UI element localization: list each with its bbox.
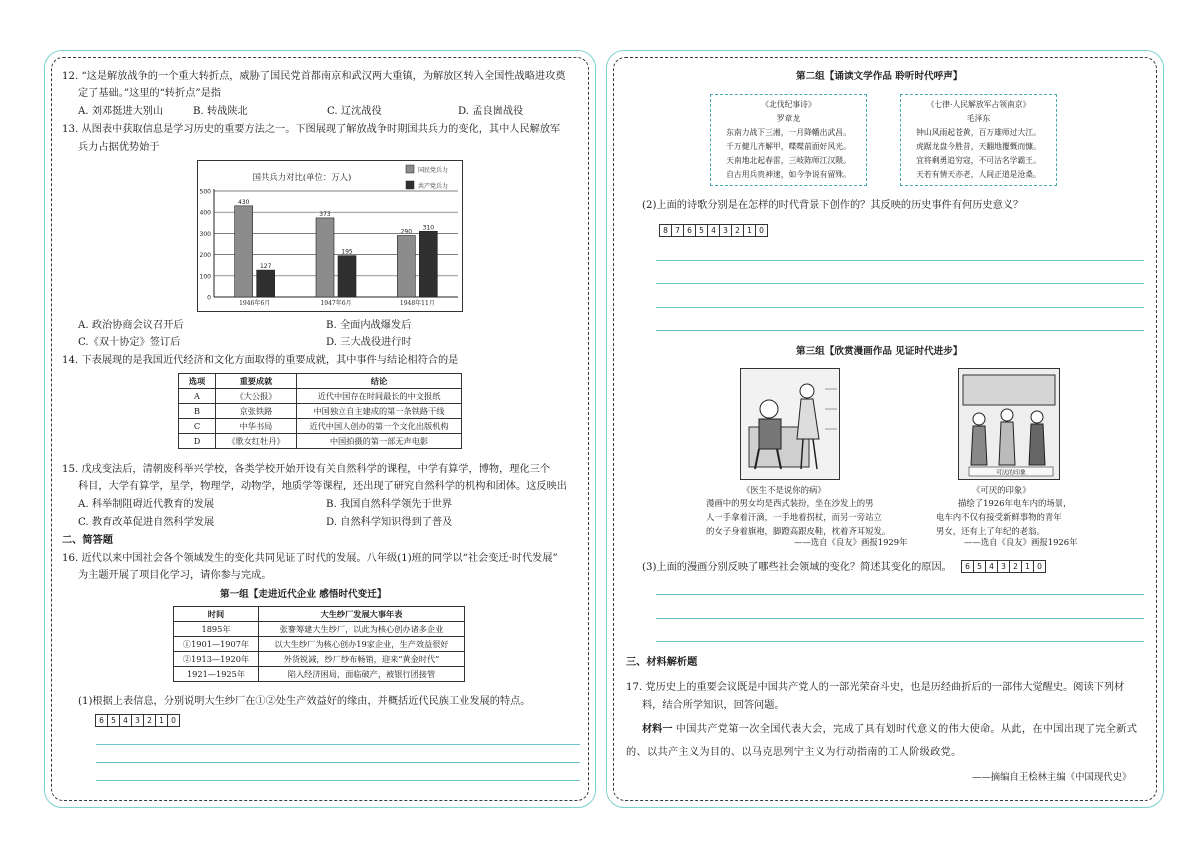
score-cell[interactable]: 1	[743, 224, 756, 237]
cartoon-tram-image	[958, 368, 1060, 480]
cartoon-doctor-drawing	[741, 369, 839, 479]
timeline-header-time: 时间	[174, 607, 259, 622]
table-cell: 外货锐减，纱厂纱布畅销，迎来“黄金时代”	[259, 652, 465, 667]
timeline-header-events: 大生纱厂发展大事年表	[259, 607, 465, 622]
legend-swatch	[406, 165, 414, 173]
cartoon2-caption: 《可厌的印象》	[972, 485, 1031, 495]
bar-value-label: 195	[341, 248, 353, 256]
q13-stem-line1: 13. 从图表中获取信息是学习历史的重要方法之一。下图展现了解放战争时期国共兵力的变化，其中人民解放军	[62, 124, 561, 135]
description-line: 人一手拿着汗滴，一手地着拐杖，而另一旁站立	[706, 512, 882, 522]
answer-line[interactable]	[656, 641, 1144, 642]
bar-kmt	[235, 206, 253, 297]
answer-line[interactable]	[96, 744, 580, 745]
q17-material1-line2: 的、以共产主义为目的、以马克思列宁主义为行动指南的工人阶级政党。	[626, 747, 962, 758]
q17-stem-line1: 17. 党历史上的重要会议既是中国共产党人的一部光荣奋斗史，也是历经曲折后的一部伟大觉醒史。阅读下列材	[626, 682, 1125, 693]
table-row	[179, 434, 462, 449]
q13-stem-line2: 兵力占据优势始于	[78, 142, 160, 153]
group2-title: 第二组【诵读文学作品 聆听时代呼声】	[796, 71, 963, 82]
score-cell[interactable]: 5	[973, 560, 986, 573]
force-comparison-chart	[197, 160, 463, 312]
q12-stem-line2: 定了基础。”这里的“转折点”是指	[78, 88, 221, 99]
table-cell: 中国独立自主建成的第一条铁路干线	[297, 404, 462, 419]
table-cell: 张謇筹建大生纱厂，以此为核心创办诸多企业	[259, 622, 465, 637]
score-cell[interactable]: 3	[997, 560, 1010, 573]
score-cell[interactable]: 3	[719, 224, 732, 237]
table-cell: 中国拍摄的第一部无声电影	[297, 434, 462, 449]
poem-line: 天若有情天亦老，人间正道是沧桑。	[916, 170, 1041, 179]
bar-cpc	[419, 231, 437, 297]
table-cell: 近代中国人创办的第一个文化出版机构	[297, 419, 462, 434]
answer-line[interactable]	[656, 307, 1144, 308]
bar-value-label: 290	[400, 228, 413, 236]
material-label: 材料一	[642, 724, 673, 735]
table-cell: C	[179, 419, 216, 434]
cartoon1-caption: 《医生不是说你的病》	[742, 485, 826, 495]
q15-option-c[interactable]: C. 教育改革促进自然科学发展	[78, 517, 215, 528]
legend-label: 国民党兵力	[418, 167, 449, 174]
table-cell: 1921—1925年	[174, 667, 259, 682]
table-row	[174, 652, 465, 667]
poem-line: 天南地北起春雷，三岐陈师江汉隈。	[726, 156, 851, 165]
table-cell: 中华书局	[216, 419, 297, 434]
legend-label: 共产党兵力	[418, 183, 449, 190]
cartoon-doctor-image	[740, 368, 840, 480]
score-cell[interactable]: 6	[95, 714, 108, 727]
q12-stem-line1: 12. “这是解放战争的一个重大转折点，威胁了国民党首都南京和武汉两大重镇，为解放区转入全国性战略进攻奠	[62, 71, 566, 82]
score-cell[interactable]: 1	[1021, 560, 1034, 573]
bar-kmt	[316, 218, 334, 297]
score-cell[interactable]: 2	[143, 714, 156, 727]
description-line: 电车内不仅有接受新鲜事物的青年	[936, 512, 1062, 522]
description-line: 男女，还有上了年纪的老翁。	[936, 526, 1045, 536]
poem-line: 自古用兵贵神速，如今争说有留殊。	[726, 170, 851, 179]
description-line: 描绘了1926年电车内的场景，	[958, 498, 1072, 508]
score-cell[interactable]: 2	[1009, 560, 1022, 573]
cartoon2-source: ——选自《良友》画报1926年	[964, 537, 1078, 547]
poem-nanjing	[900, 94, 1057, 186]
bar-value-label: 373	[319, 210, 331, 218]
table-row	[179, 389, 462, 404]
x-tick-label: 1948年11月	[399, 300, 435, 307]
score-cell[interactable]: 4	[985, 560, 998, 573]
bar-value-label: 310	[422, 224, 435, 232]
bar-cpc	[338, 256, 356, 297]
bar-value-label: 127	[259, 263, 272, 271]
score-cell[interactable]: 4	[707, 224, 720, 237]
q14-stem: 14. 下表展现的是我国近代经济和文化方面取得的重要成就，其中事件与结论相符合的是	[62, 355, 459, 366]
q16-stem-line1: 16. 近代以来中国社会各个领域发生的变化共同见证了时代的发展。八年级(1)班的同学以“社会变迁·时代发展”	[62, 553, 558, 564]
score-cell[interactable]: 7	[671, 224, 684, 237]
q14-table	[178, 373, 462, 449]
y-tick-label: 300	[199, 230, 211, 238]
table-row	[174, 667, 465, 682]
score-cell[interactable]: 3	[131, 714, 144, 727]
q14-header-conclusion: 结论	[297, 374, 462, 389]
group3-title: 第三组【欣赏漫画作品 见证时代进步】	[796, 346, 963, 357]
q17-material1-line1	[642, 722, 1137, 737]
poem-title: 《北伐纪事诗》	[761, 100, 816, 109]
score-cell[interactable]: 5	[107, 714, 120, 727]
q15-option-a[interactable]: A. 科举制阻碍近代教育的发展	[78, 499, 215, 510]
score-cell[interactable]: 4	[119, 714, 132, 727]
group3-sub3-score-box[interactable]	[962, 560, 1046, 573]
bar-cpc	[257, 270, 275, 297]
q15-stem-line1: 15. 戊戌变法后，清朝废科举兴学校，各类学校开始开设有关自然科学的课程，中学有算学，博物，理化三个	[62, 464, 551, 475]
score-cell[interactable]: 0	[755, 224, 768, 237]
q15-stem-line2: 科目，大学有算学，星学，物理学，动物学，地质学等课程，还出现了研究自然科学的机构和团体。这反映出	[78, 481, 567, 492]
description-line: 漫画中的男女均是西式装扮，坐在沙发上的男	[706, 498, 874, 508]
q17-stem-line2: 料，结合所学知识，回答问题。	[642, 700, 785, 711]
answer-line[interactable]	[656, 260, 1144, 261]
table-cell: 《歌女红牡丹》	[216, 434, 297, 449]
table-cell: ②1913—1920年	[174, 652, 259, 667]
q15-option-b[interactable]: B. 我国自然科学领先于世界	[326, 499, 453, 510]
table-row	[179, 404, 462, 419]
material-text: 中国共产党第一次全国代表大会，完成了具有划时代意义的伟大使命。从此，在中国出现了完全新式	[675, 724, 1138, 735]
q15-option-d[interactable]: D. 自然科学知识得到了普及	[326, 517, 453, 528]
section-material-title: 三、材料解析题	[626, 657, 698, 668]
table-cell: 1895年	[174, 622, 259, 637]
q13-option-a[interactable]: A. 政治协商会议召开后	[78, 320, 184, 331]
q13-option-d[interactable]: D. 三大战役进行时	[326, 337, 412, 348]
score-cell[interactable]: 8	[659, 224, 672, 237]
bar-kmt	[397, 236, 415, 297]
q12-option-b[interactable]: B. 转战陕北	[193, 106, 248, 117]
score-cell[interactable]: 0	[167, 714, 180, 727]
answer-line[interactable]	[656, 594, 1144, 595]
cartoon1-description	[706, 496, 890, 538]
chart-title: 国共兵力对比(单位：万人)	[252, 172, 352, 182]
group1-title: 第一组【走进近代企业 感悟时代变迁】	[220, 589, 387, 600]
score-cell[interactable]: 1	[155, 714, 168, 727]
q13-option-c[interactable]: C.《双十协定》签订后	[78, 337, 181, 348]
q17-source: ——摘编自王桧林主编《中国现代史》	[972, 772, 1132, 783]
table-cell: 以大生纱厂为核心创办19家企业，生产效益很好	[259, 637, 465, 652]
legend-swatch	[406, 181, 414, 189]
table-row	[174, 637, 465, 652]
dasheng-timeline-table	[173, 606, 465, 682]
poem-line: 千万健儿齐解甲，喋喋前面好风光。	[726, 142, 851, 151]
bar-value-label: 430	[237, 198, 250, 206]
poem-title: 《七律·人民解放军占领南京》	[926, 100, 1031, 109]
table-cell: A	[179, 389, 216, 404]
cartoon-tram-drawing	[959, 369, 1059, 479]
answer-line[interactable]	[96, 780, 580, 781]
poem-line: 宜将剩勇追穷寇，不可沽名学霸王。	[916, 156, 1041, 165]
q16-sub1: (1)根据上表信息，分别说明大生纱厂在①②处生产效益好的缘由，并概括近代民族工业发展的特点。	[78, 696, 531, 707]
y-tick-label: 0	[207, 294, 211, 302]
q14-header-option: 选项	[179, 374, 216, 389]
table-row	[174, 622, 465, 637]
poem-beifa	[710, 94, 867, 186]
answer-line[interactable]	[656, 330, 1144, 331]
group2-sub2: (2)上面的诗歌分别是在怎样的时代背景下创作的？其反映的历史事件有何历史意义？	[642, 200, 1024, 211]
score-cell[interactable]: 0	[1033, 560, 1046, 573]
score-cell[interactable]: 6	[961, 560, 974, 573]
answer-line[interactable]	[96, 762, 580, 763]
section-short-answer-title: 二、简答题	[62, 535, 113, 546]
q12-option-d[interactable]: D. 孟良崮战役	[458, 106, 524, 117]
score-cell[interactable]: 6	[683, 224, 696, 237]
q14-header-achievement: 重要成就	[216, 374, 297, 389]
y-tick-label: 200	[199, 252, 211, 260]
poem-line: 虎踞龙盘今胜昔，天翻地覆慨而慷。	[916, 142, 1041, 151]
answer-line[interactable]	[656, 618, 1144, 619]
cartoon2-stamp-text: 可厌的印象	[995, 469, 1027, 477]
poem-line: 东南力战下三湘，一月降幡出武昌。	[726, 128, 851, 137]
q13-option-b[interactable]: B. 全面内战爆发后	[326, 320, 412, 331]
y-tick-label: 400	[199, 209, 211, 217]
poem-author: 毛泽东	[966, 114, 991, 123]
y-tick-label: 500	[199, 188, 211, 196]
group2-sub2-score-box[interactable]	[660, 224, 768, 237]
table-row	[179, 419, 462, 434]
q16-sub1-score-box[interactable]	[96, 714, 180, 727]
table-cell: ①1901—1907年	[174, 637, 259, 652]
poem-author: 罗章龙	[776, 114, 801, 123]
cartoon1-source: ——选自《良友》画报1929年	[794, 537, 908, 547]
table-cell: 京张铁路	[216, 404, 297, 419]
table-cell: D	[179, 434, 216, 449]
q16-stem-line2: 为主题开展了项目化学习，请你参与完成。	[78, 570, 272, 581]
score-cell[interactable]: 2	[731, 224, 744, 237]
table-cell: 陷入经济困局，面临破产，被银行团接管	[259, 667, 465, 682]
y-tick-label: 100	[199, 273, 211, 281]
x-tick-label: 1947年6月	[320, 300, 352, 307]
group3-sub3: (3)上面的漫画分别反映了哪些社会领域的变化？简述其变化的原因。	[642, 562, 952, 573]
chart-svg	[198, 161, 462, 311]
score-cell[interactable]: 5	[695, 224, 708, 237]
poem-line: 钟山风雨起苍黄，百万雄师过大江。	[916, 128, 1041, 137]
cartoon2-description	[936, 496, 1071, 538]
answer-line[interactable]	[656, 283, 1144, 284]
q12-option-c[interactable]: C. 辽沈战役	[327, 106, 382, 117]
description-line: 的女子身着旗袍，脚蹬高跟皮鞋，枕着齐耳短发。	[706, 526, 891, 536]
table-cell: 《大公报》	[216, 389, 297, 404]
x-tick-label: 1946年6月	[239, 300, 271, 307]
q12-option-a[interactable]: A. 刘邓挺进大别山	[78, 106, 164, 117]
table-cell: 近代中国存在时间最长的中文报纸	[297, 389, 462, 404]
table-cell: B	[179, 404, 216, 419]
